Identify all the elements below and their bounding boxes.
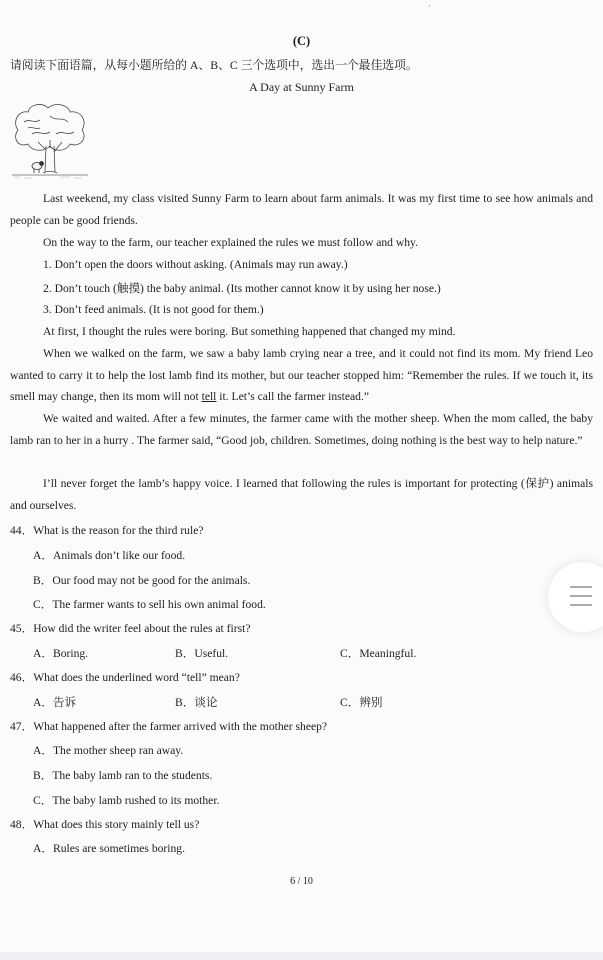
paragraph-4-text-before: When we walked on the farm, we saw a baby lamb crying near a tree, and it could not find its mom. My friend Leo wanted to carry it to help the lost lamb find its mother, but our teacher stopped him: “Remember the rules. If we touch it, its smell may change, then its mom will not [10,347,593,404]
question-44: 44．What is the reason for the third rule? [10,524,204,537]
question-47-option-a: A．The mother sheep ran away. [33,744,184,757]
menu-button[interactable] [548,562,603,632]
passage-paragraph-1: Last weekend, my class visited Sunny Farm to learn about farm animals. It was my first time to see how animals and people can be good friends. [10,192,593,227]
tree-with-lamb-illustration [10,100,90,182]
question-47-option-b: B．The baby lamb ran to the students. [33,769,213,782]
instruction-text: 请阅读下面语篇，从每小题所给的 A、B、C 三个选项中，选出一个最佳选项。 [10,58,418,72]
question-44-option-c: C．The farmer wants to sell his own animal food. [33,598,266,611]
question-47: 47．What happened after the farmer arrived with the mother sheep? [10,720,328,733]
passage-title: A Day at Sunny Farm [249,80,354,94]
rule-2: 2. Don’t touch (触摸) the baby animal. (Its mother cannot know it by using her nose.) [43,282,441,295]
question-47-option-c: C．The baby lamb rushed to its mother. [33,794,220,807]
underlined-word-tell: tell [201,390,217,404]
question-44-option-a: A．Animals don’t like our food. [33,549,186,562]
question-45: 45．How did the writer feel about the rules at first? [10,622,251,635]
scan-mark: ’ [428,4,431,12]
rule-3: 3. Don’t feed animals. (It is not good for them.) [43,303,264,316]
question-48: 48．What does this story mainly tell us? [10,818,200,831]
passage-paragraph-6: I’ll never forget the lamb’s happy voice. I learned that following the rules is important for protecting (保护) animals and ourselves. [10,477,593,512]
question-46: 46．What does the underlined word “tell” mean? [10,671,240,684]
section-label: (C) [292,34,311,48]
paragraph-4-text-after: it. Let’s call the farmer instead.” [216,390,369,404]
rule-1: 1. Don’t open the doors without asking. (Animals may run away.) [43,258,348,271]
question-46-option-a: A．告诉 [33,696,77,709]
question-46-option-b: B．谈论 [175,696,218,709]
passage-paragraph-4 [10,343,593,408]
passage-paragraph-2: On the way to the farm, our teacher explained the rules we must follow and why. [43,236,418,249]
question-45-option-c: C．Meaningful. [340,647,417,660]
passage-paragraph-5: We waited and waited. After a few minutes, the farmer came with the mother sheep. When the mom called, the baby lamb ran to her in a hurry . The farmer said, “Good job, children. Sometimes, doing nothing is the best way to help nature.” [10,412,593,447]
bottom-bar [0,952,603,960]
question-45-option-a: A．Boring. [33,647,89,660]
question-48-option-a: A．Rules are sometimes boring. [33,842,185,855]
question-46-option-c: C．辨别 [340,696,383,709]
page-number: 6 / 10 [290,876,313,887]
question-44-option-b: B．Our food may not be good for the animals. [33,574,251,587]
passage-paragraph-3: At first, I thought the rules were boring. But something happened that changed my mind. [43,325,456,338]
question-45-option-b: B．Useful. [175,647,229,660]
